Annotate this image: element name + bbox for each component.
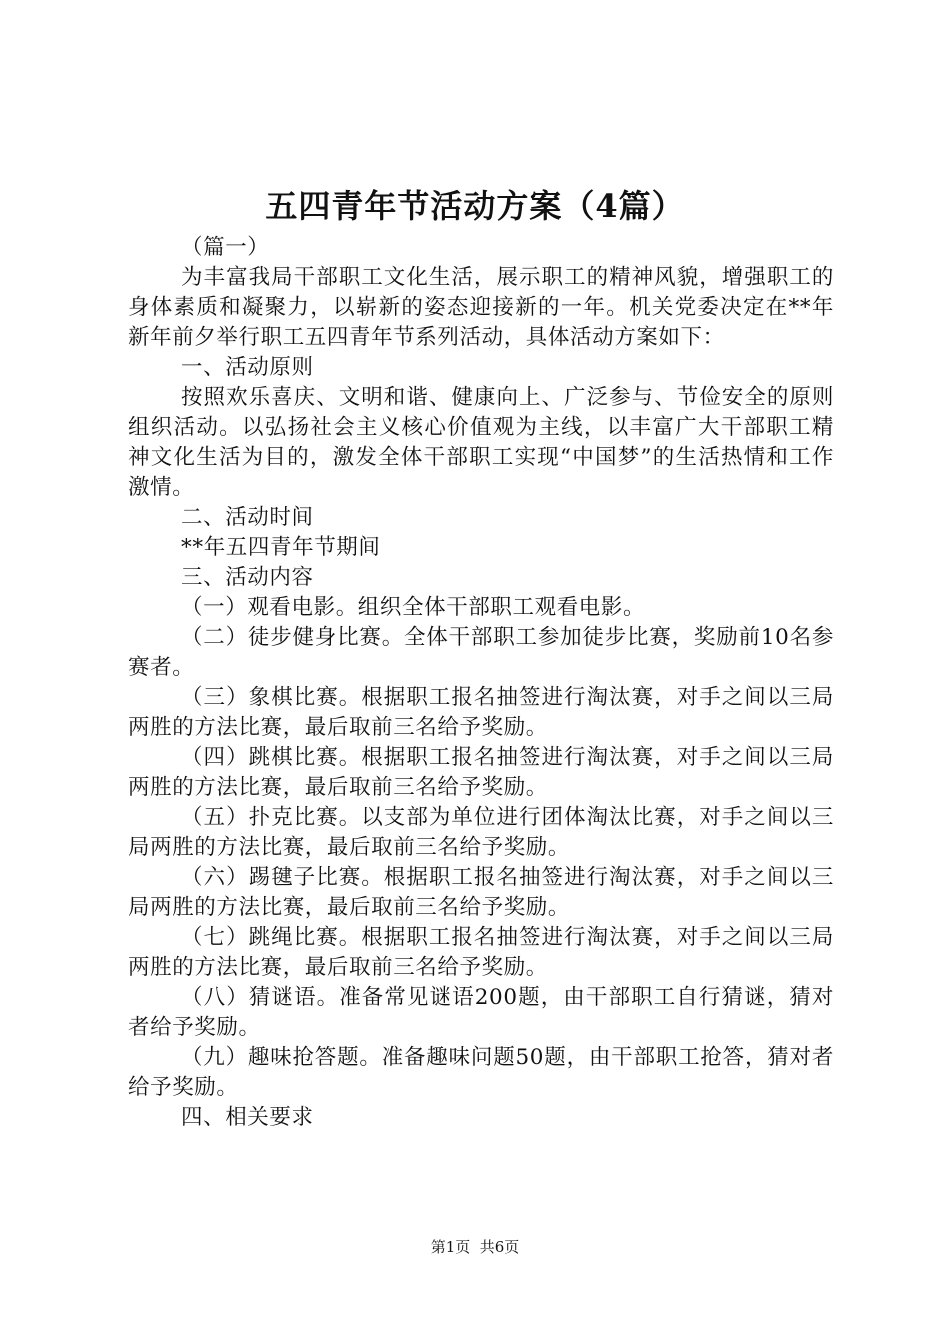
- activity-item: （五）扑克比赛。以支部为单位进行团体淘汰比赛，对手之间以三局两胜的方法比赛，最后取前三名给予奖励。: [128, 805, 834, 860]
- activity-item: （四）跳棋比赛。根据职工报名抽签进行淘汰赛，对手之间以三局两胜的方法比赛，最后取前三名给予奖励。: [128, 745, 834, 800]
- section-label-part-one: （篇一）: [181, 235, 270, 260]
- activity-item: （一）观看电影。组织全体干部职工观看电影。: [181, 595, 646, 620]
- page-number: 第1页 共6页: [430, 1238, 520, 1256]
- activity-item: （六）踢毽子比赛。根据职工报名抽签进行淘汰赛，对手之间以三局两胜的方法比赛，最后取前三名给予奖励。: [128, 865, 834, 920]
- time-paragraph: **年五四青年节期间: [181, 535, 381, 560]
- activity-item: （三）象棋比赛。根据职工报名抽签进行淘汰赛，对手之间以三局两胜的方法比赛，最后取前三名给予奖励。: [128, 685, 834, 740]
- activity-item: （七）跳绳比赛。根据职工报名抽签进行淘汰赛，对手之间以三局两胜的方法比赛，最后取前三名给予奖励。: [128, 925, 834, 980]
- intro-paragraph: 为丰富我局干部职工文化生活，展示职工的精神风貌，增强职工的身体素质和凝聚力，以崭新的姿态迎接新的一年。机关党委决定在**年新年前夕举行职工五四青年节系列活动，具体活动方案如下：: [128, 265, 834, 350]
- heading-requirements: 四、相关要求: [181, 1105, 314, 1130]
- activity-item: （八）猜谜语。准备常见谜语200题，由干部职工自行猜谜，猜对者给予奖励。: [128, 985, 834, 1040]
- heading-time: 二、活动时间: [181, 505, 314, 530]
- heading-content: 三、活动内容: [181, 565, 314, 590]
- heading-principles: 一、活动原则: [181, 355, 314, 380]
- page-footer: [0, 1237, 950, 1257]
- document-body: [128, 233, 834, 1133]
- principles-paragraph: 按照欢乐喜庆、文明和谐、健康向上、广泛参与、节俭安全的原则组织活动。以弘扬社会主义核心价值观为主线，以丰富广大干部职工精神文化生活为目的，激发全体干部职工实现“中国梦”的生活热情和工作激情。: [128, 385, 834, 500]
- activity-item: （二）徒步健身比赛。全体干部职工参加徒步比赛，奖励前10名参赛者。: [128, 625, 834, 680]
- document-title: 五四青年节活动方案（4篇）: [265, 187, 685, 225]
- activity-item: （九）趣味抢答题。准备趣味问题50题，由干部职工抢答，猜对者给予奖励。: [128, 1045, 834, 1100]
